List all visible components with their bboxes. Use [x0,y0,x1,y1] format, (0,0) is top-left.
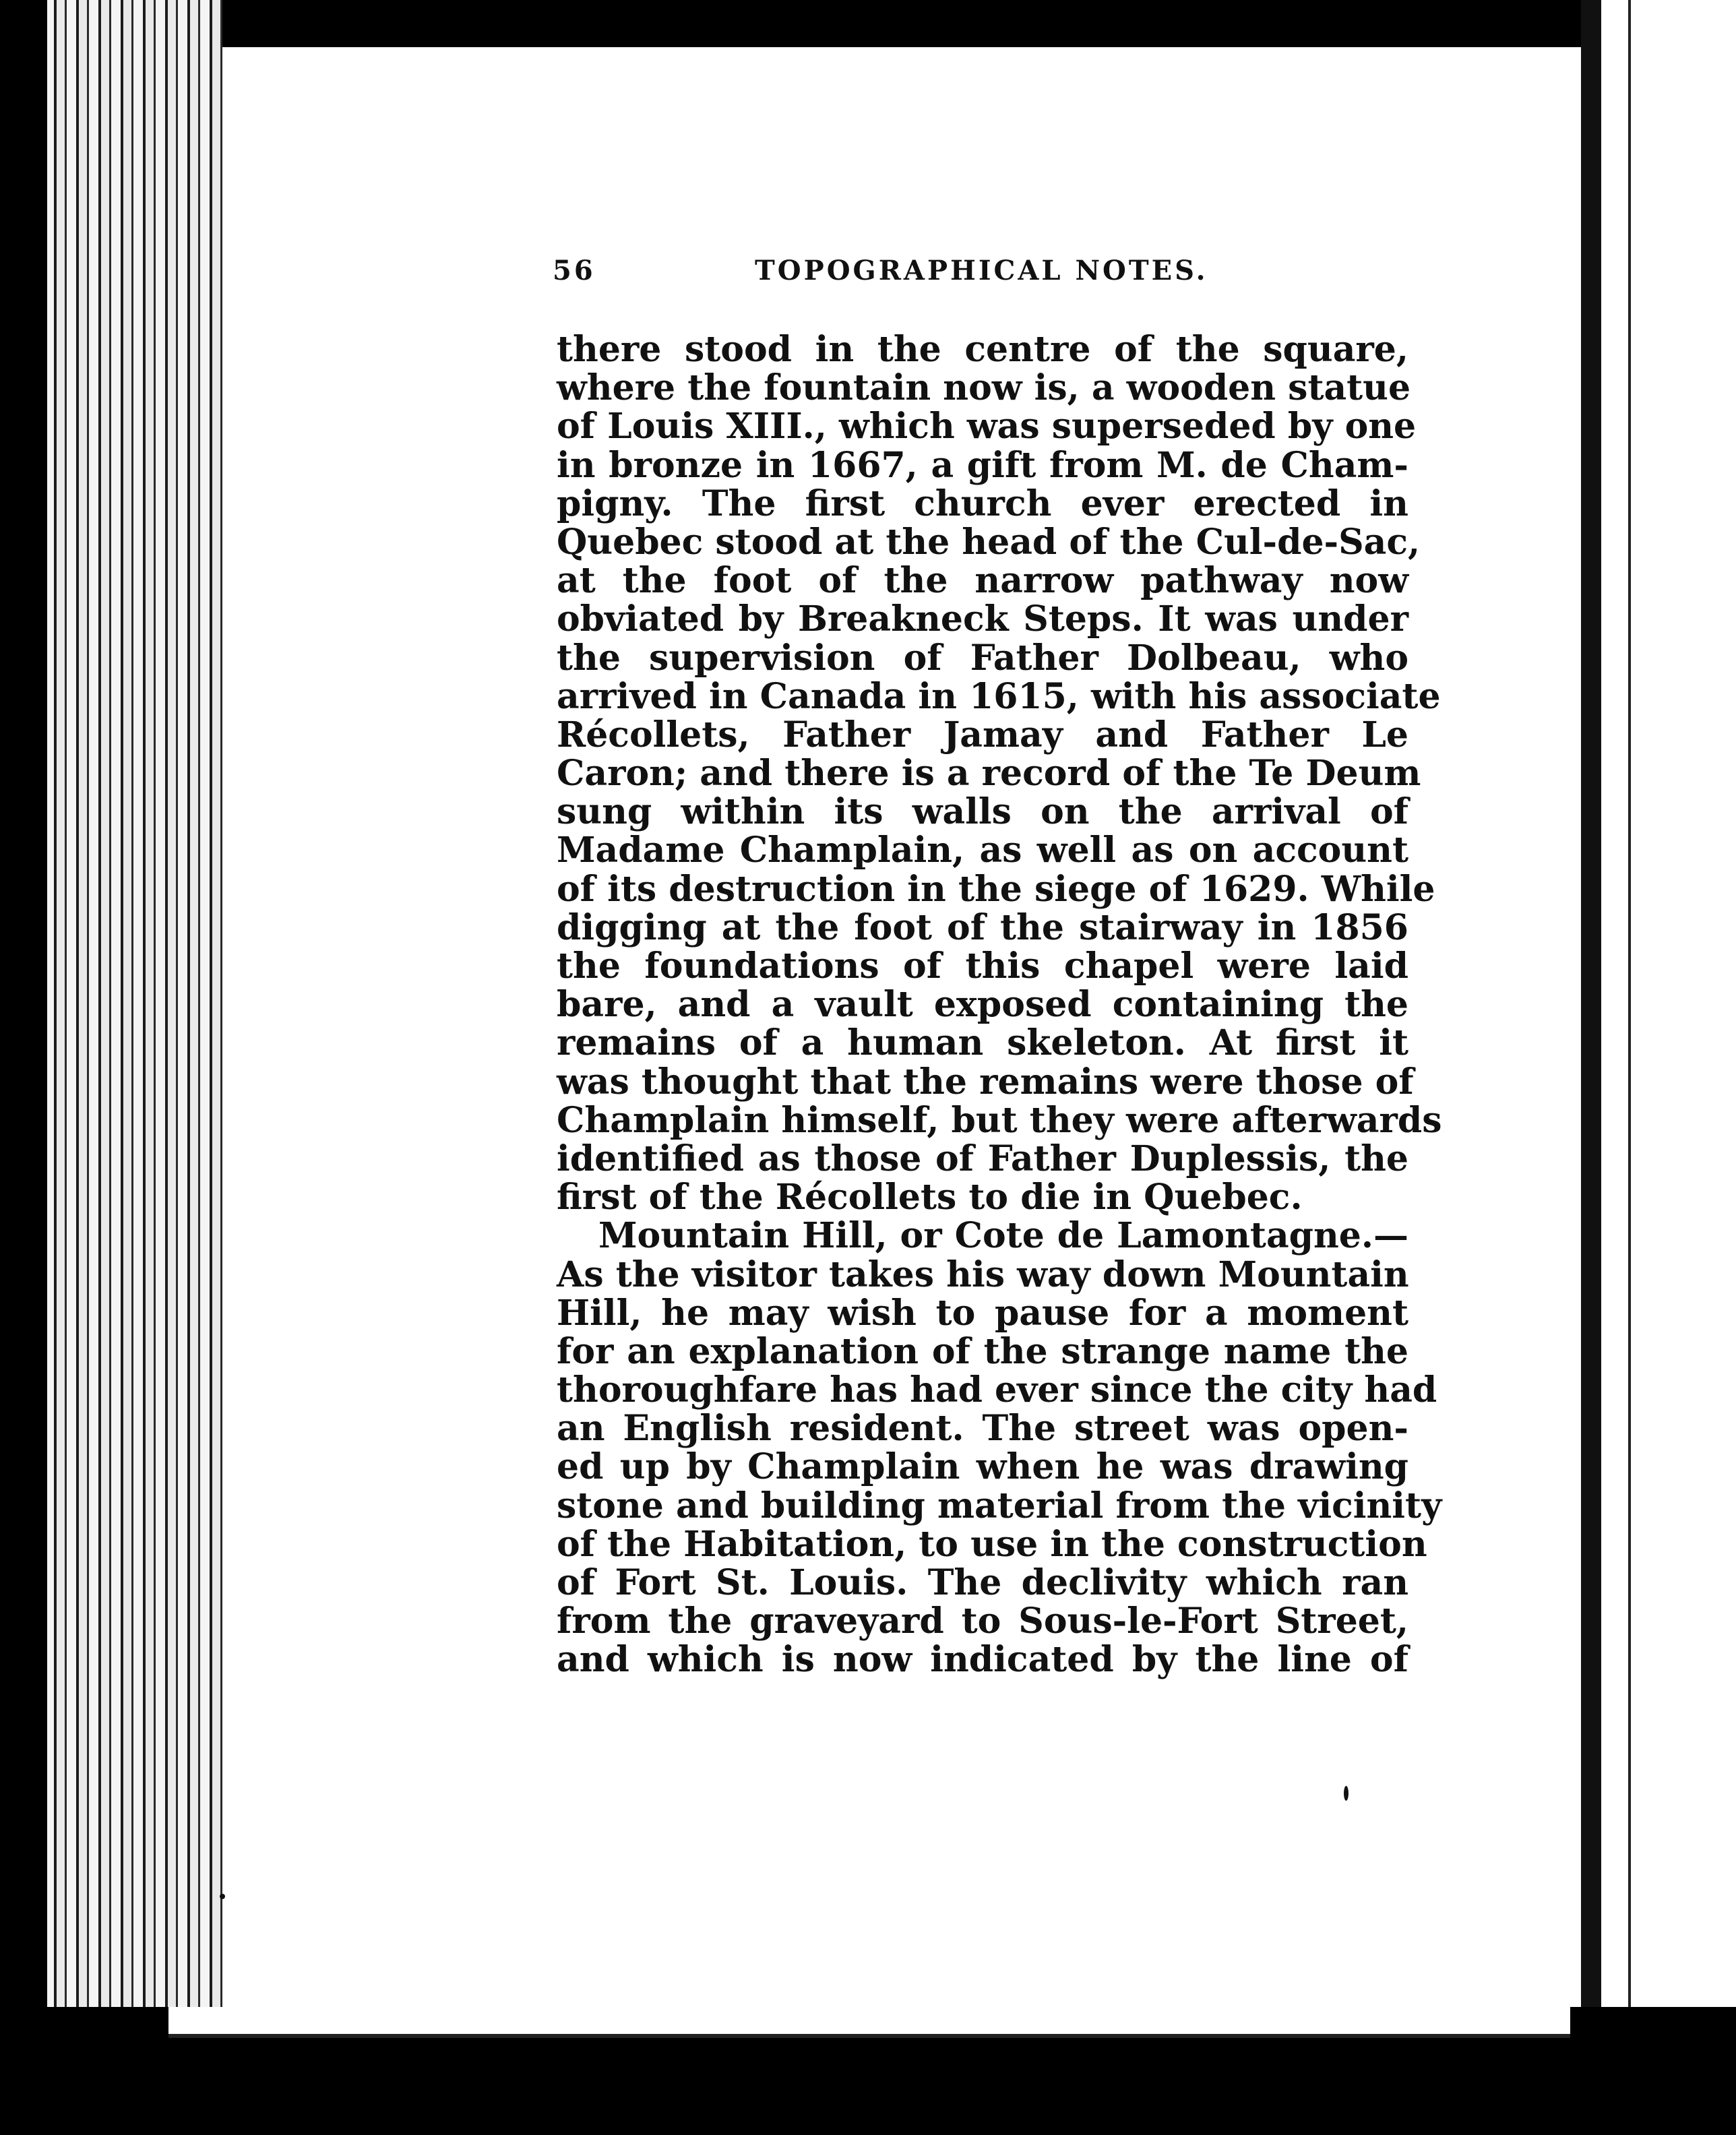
speck [1344,1786,1348,1801]
running-title: TOPOGRAPHICAL NOTES. [755,255,1208,286]
scan-border-top [0,0,1736,47]
text-line: Récollets, Father Jamay and Father Le [557,714,1408,755]
text-line: of the Habitation, to use in the construction [557,1523,1427,1565]
text-line: Champlain himself, but they were afterwards [557,1099,1442,1141]
text-line: Hill, he may wish to pause for a moment [557,1292,1408,1334]
text-line: and which is now indicated by the line of [557,1639,1408,1681]
page-number: 56 [553,255,596,286]
adjacent-page-edge [1628,0,1631,2135]
section-heading: Mountain Hill, or Cote de Lamontagne.— [598,1215,1408,1257]
text-line: stone and building material from the vicinity [557,1485,1442,1526]
text-line: bare, and a vault exposed containing the [557,984,1408,1026]
book-spine-edge [1581,0,1736,2135]
scan-border-bottom [0,2007,1736,2135]
text-line: first of the Récollets to die in Quebec. [557,1177,1303,1218]
text-line: Caron; and there is a record of the Te Deum [557,753,1421,795]
body-text [557,329,1442,1681]
book-page-edges [0,0,222,2135]
text-line: where the fountain now is, a wooden statue [557,367,1411,409]
text-line: sung within its walls on the arrival of [557,791,1408,833]
text-line: ed up by Champlain when he was drawing [557,1446,1408,1488]
text-line: of its destruction in the siege of 1629. While [557,868,1435,910]
text-line: at the foot of the narrow pathway now [557,560,1408,602]
text-line: the supervision of Father Dolbeau, who [557,637,1408,679]
text-line: Madame Champlain, as well as on account [557,830,1408,871]
text-line: of Fort St. Louis. The declivity which ran [557,1562,1408,1603]
text-line: pigny. The first church ever erected in [557,483,1408,524]
text-line: of Louis XIII., which was superseded by one [557,406,1417,447]
text-line: As the visitor takes his way down Mountain [557,1254,1409,1295]
text-line: the foundations of this chapel were laid [557,946,1408,987]
text-line: Quebec stood at the head of the Cul-de-Sac, [557,521,1421,563]
text-line: in bronze in 1667, a gift from M. de Cham- [557,444,1408,486]
speck [220,1894,225,1899]
text-line: remains of a human skeleton. At first it [557,1022,1408,1064]
text-line: obviated by Breakneck Steps. It was under [557,598,1408,640]
running-head [553,255,1408,302]
text-line: arrived in Canada in 1615, with his associate [557,675,1441,717]
text-line: for an explanation of the strange name the [557,1330,1408,1372]
text-line: thoroughfare has had ever since the city had [557,1369,1437,1411]
text-line: an English resident. The street was open- [557,1408,1408,1450]
text-line: there stood in the centre of the square, [557,329,1408,370]
spine-shadow [1581,0,1601,2135]
text-line: digging at the foot of the stairway in 1856 [557,906,1408,948]
text-line: from the graveyard to Sous-le-Fort Street, [557,1601,1408,1642]
text-line: was thought that the remains were those of [557,1061,1414,1103]
text-line: identified as those of Father Duplessis, the [557,1138,1408,1179]
